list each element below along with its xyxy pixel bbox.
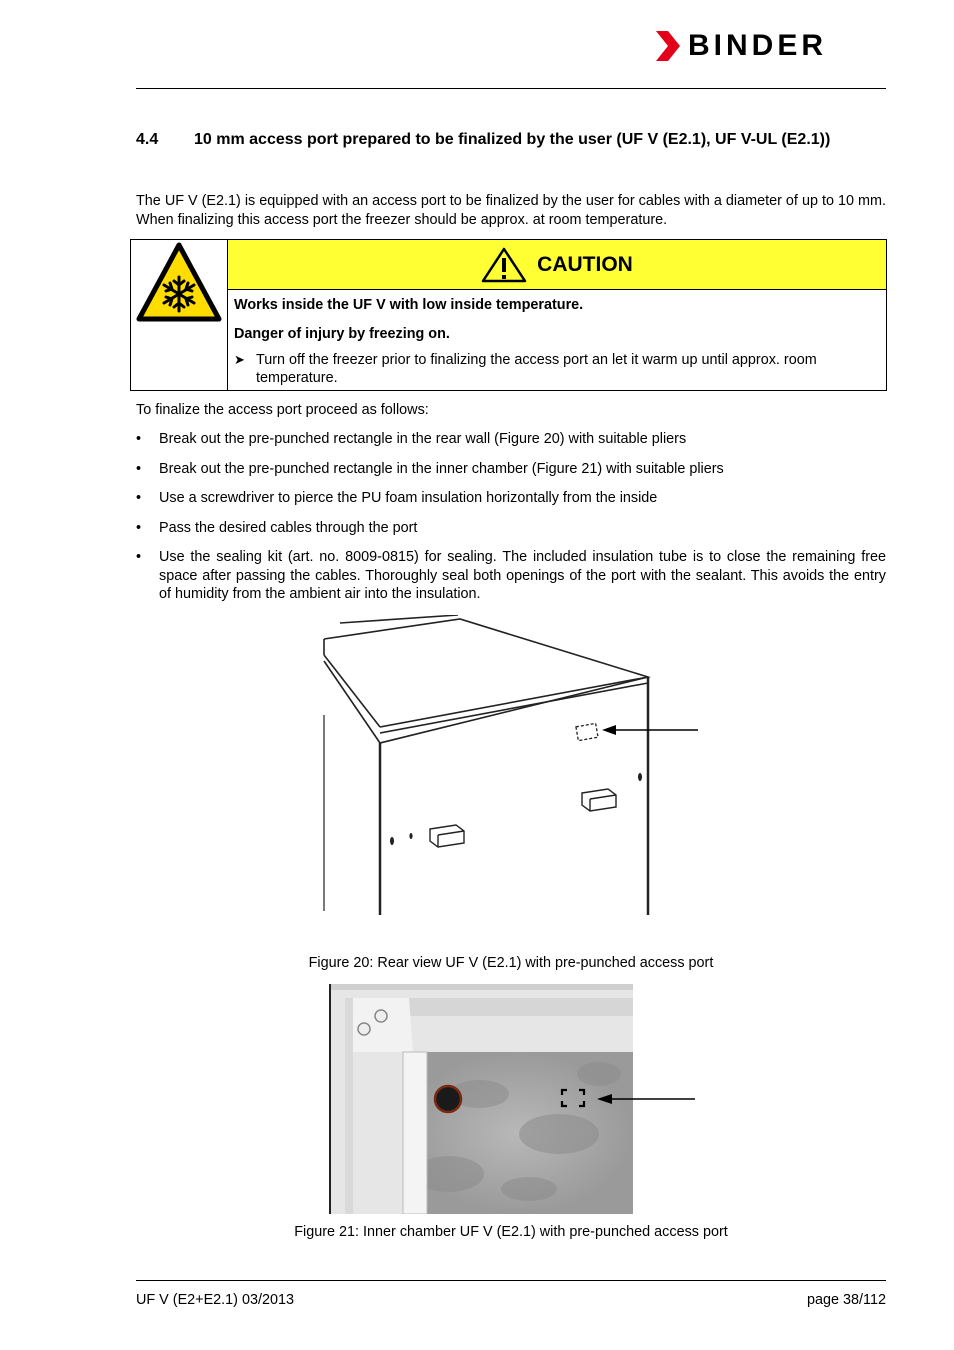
caution-line1: Works inside the UF V with low inside temperature. [234, 297, 584, 313]
bullet-icon: • [136, 490, 142, 506]
bullet-icon: • [136, 519, 142, 536]
list-item: • Use the sealing kit (art. no. 8009-0815) for sealing. The included insulation tube is to close the remaining free space after passing the cables. Thoroughly seal both openings of the port with the sealant. This avoids the entry of humidity from the ambient air into the insulation. [136, 549, 886, 602]
list-item: • Pass the desired cables through the port [136, 519, 418, 536]
pointer-arrow-icon [602, 725, 616, 735]
procedure-list [136, 430, 886, 615]
caution-symbol-cell [131, 240, 228, 390]
section-title: 10 mm access port prepared to be finalized by the user (UF V (E2.1), UF V-UL (E2.1)) [194, 131, 831, 148]
caution-label: CAUTION [537, 252, 633, 276]
brand-name: BINDER [688, 29, 828, 62]
section-number: 4.4 [136, 131, 159, 148]
warning-triangle-icon [481, 247, 527, 283]
intro-paragraph: The UF V (E2.1) is equipped with an access port to be finalized by the user for cables with a diameter of up to 10 mm. When finalizing this access port the freezer should be approx. at room temperature. [136, 193, 886, 228]
list-item: • Break out the pre-punched rectangle in the rear wall (Figure 20) with suitable pliers [136, 431, 687, 447]
figure-21-inner-chamber [329, 984, 701, 1214]
figure-20-rear-view [320, 615, 710, 920]
caution-line2: Danger of injury by freezing on. [234, 326, 450, 342]
figure-20-caption: Figure 20: Rear view UF V (E2.1) with pre-punched access port [308, 955, 714, 971]
caution-box [130, 239, 887, 391]
procedure-intro: To finalize the access port proceed as follows: [136, 402, 429, 418]
binder-chevron-icon [656, 31, 682, 61]
caution-step [234, 351, 878, 387]
cold-hazard-icon [136, 241, 222, 323]
access-port-outline [576, 723, 598, 740]
caution-step-text: Turn off the freezer prior to finalizing the access port an let it warm up until approx. room temperature. [256, 352, 817, 386]
arrow-bullet-icon: ➤ [234, 352, 245, 367]
caution-body [234, 296, 878, 387]
bullet-icon: • [136, 460, 142, 477]
list-item: • Break out the pre-punched rectangle in the inner chamber (Figure 21) with suitable pliers [136, 460, 724, 477]
figure-21-caption: Figure 21: Inner chamber UF V (E2.1) with pre-punched access port [294, 1224, 728, 1240]
binder-logo [656, 30, 886, 62]
list-item: • Use a screwdriver to pierce the PU foam insulation horizontally from the inside [136, 490, 658, 506]
caution-header [228, 240, 886, 290]
bullet-icon: • [136, 431, 142, 447]
section-heading [136, 129, 888, 151]
footer-document-id: UF V (E2+E2.1) 03/2013 [136, 1292, 294, 1308]
footer-rule [136, 1280, 886, 1281]
footer-page-number: page 38/112 [807, 1292, 886, 1308]
bullet-icon: • [136, 549, 142, 565]
header-rule [136, 88, 886, 89]
